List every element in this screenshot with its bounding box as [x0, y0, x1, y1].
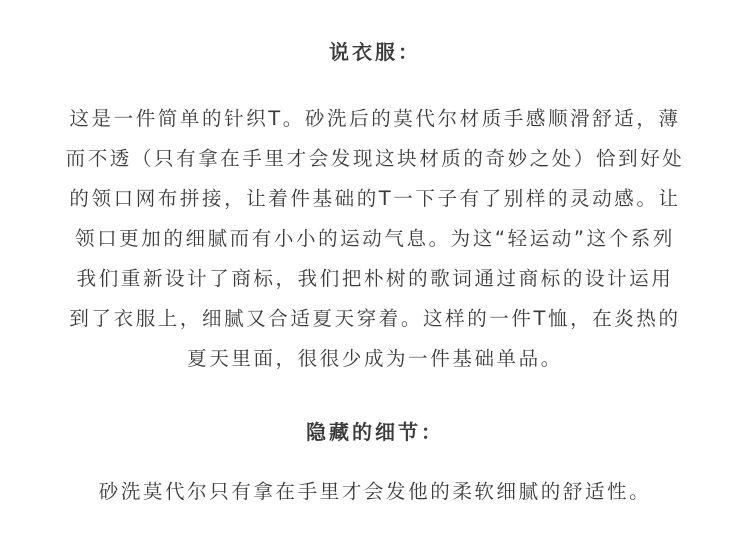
- paragraph-line: 到了衣服上，细腻又合适夏天穿着。这样的一件T恤，在炎热的: [69, 307, 681, 330]
- paragraph-line: 而不透（只有拿在手里才会发现这块材质的奇妙之处）恰到好处: [65, 147, 685, 170]
- paragraph-line: 这是一件简单的针织T。砂洗后的莫代尔材质手感顺滑舒适，薄: [69, 107, 681, 130]
- paragraph-line: 我们重新设计了商标，我们把朴树的歌词通过商标的设计运用: [76, 267, 674, 290]
- section-title-hidden-details: 隐藏的细节：: [306, 420, 444, 444]
- paragraph-line: 领口更加的细腻而有小小的运动气息。为这“轻运动”这个系列: [74, 227, 675, 250]
- paragraph-line: 的领口网布拼接，让着件基础的T一下子有了别样的灵动感。让: [69, 187, 681, 210]
- hidden-details-text: 砂洗莫代尔只有拿在手里才会发他的柔软细腻的舒适性。: [98, 480, 652, 503]
- section-title-clothing: 说衣服：: [329, 40, 421, 64]
- paragraph-line: 夏天里面，很很少成为一件基础单品。: [187, 347, 563, 370]
